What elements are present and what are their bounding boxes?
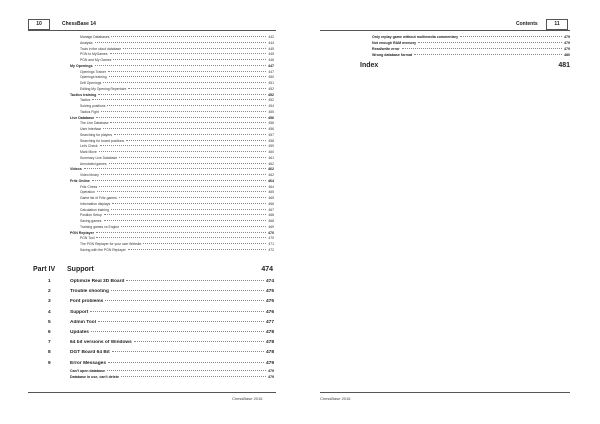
toc-dot-leader — [92, 99, 266, 100]
toc-subsection-entry[interactable] — [80, 139, 274, 144]
toc-entry-page: 462 — [268, 161, 274, 166]
toc-entry-page: 476 — [265, 309, 274, 315]
toc-entry-page: 462 — [268, 167, 274, 172]
toc-subsection-entry[interactable] — [80, 35, 274, 40]
toc-dot-leader — [119, 197, 267, 198]
toc-dot-leader — [128, 249, 267, 250]
toc-entry-page: 452 — [268, 86, 274, 91]
toc-dot-leader — [104, 220, 267, 221]
toc-entry-title: PGN and My Games — [80, 58, 112, 62]
part-title: Support — [67, 266, 94, 273]
toc-dot-leader — [113, 59, 266, 60]
toc-dot-leader — [418, 42, 562, 43]
toc-chapter-number: 8 — [48, 350, 51, 356]
toc-entry-page: 478 — [265, 330, 274, 335]
toc-entry-page: 452 — [268, 98, 274, 103]
toc-entry-page: 466 — [268, 201, 274, 206]
toc-dot-leader — [121, 376, 266, 377]
toc-dot-leader — [414, 54, 562, 55]
left-page-number: 10 — [28, 19, 50, 30]
toc-chapter-entry[interactable] — [48, 350, 274, 358]
toc-entry-page: 471 — [268, 242, 274, 246]
toc-entry-title: Video library — [80, 173, 99, 177]
toc-entry-page: 456 — [268, 115, 274, 120]
toc-entry-page: 464 — [268, 178, 274, 183]
toc-entry-page: 447 — [268, 69, 274, 74]
toc-entry-title: Fritz Online — [70, 178, 90, 183]
toc-section-entry[interactable] — [372, 41, 570, 47]
toc-section-entry[interactable] — [70, 375, 274, 381]
toc-entry-page: 479 — [564, 35, 570, 39]
toc-entry-page: 475 — [265, 299, 274, 305]
toc-subsection-entry[interactable] — [80, 127, 274, 132]
toc-subsection-entry[interactable] — [80, 162, 274, 167]
toc-dot-leader — [128, 88, 266, 89]
toc-entry-title: Solving positions — [80, 104, 106, 108]
toc-section-entry[interactable] — [70, 179, 274, 185]
left-toc — [0, 0, 300, 390]
toc-subsection-entry[interactable] — [80, 150, 274, 155]
part-page: 474 — [261, 266, 273, 273]
toc-entry-title: DGT Board 64 Bit — [70, 350, 110, 356]
toc-entry-title: Manage Databases — [80, 35, 110, 39]
toc-section-entry[interactable] — [70, 167, 274, 173]
toc-dot-leader — [109, 163, 267, 164]
toc-entry-title: Tactics — [80, 98, 91, 103]
toc-dot-leader — [95, 65, 266, 66]
toc-entry-page: 445 — [268, 46, 274, 51]
toc-entry-page: 450 — [268, 75, 274, 80]
toc-dot-leader — [112, 351, 264, 352]
toc-entry-page: 479 — [268, 375, 274, 380]
toc-chapter-number: 4 — [48, 309, 51, 315]
toc-entry-page: 460 — [268, 150, 274, 154]
toc-entry-title: PGN Tool — [80, 236, 95, 241]
toc-section-entry[interactable] — [70, 116, 274, 122]
toc-entry-title: The Live Database — [80, 121, 109, 126]
toc-entry-title: Live Database — [70, 115, 95, 120]
toc-entry-page: 464 — [268, 184, 274, 189]
toc-entry-title: Font problems — [70, 299, 104, 305]
part-label: Part IV — [33, 266, 56, 273]
toc-subsection-entry[interactable] — [80, 185, 274, 190]
right-page — [300, 0, 600, 424]
toc-chapter-entry[interactable] — [48, 279, 274, 287]
toc-chapter-number: 7 — [48, 340, 51, 346]
toc-dot-leader — [111, 36, 266, 37]
toc-dot-leader — [121, 226, 266, 227]
toc-entry-title: Read/write error — [372, 47, 400, 51]
toc-entry-title: Tools in the cloud database — [80, 46, 122, 51]
toc-dot-leader — [90, 311, 264, 312]
toc-entry-page: 456 — [268, 121, 274, 126]
toc-entry-title: Can't open database — [70, 368, 106, 373]
toc-entry-title: Support — [70, 309, 89, 315]
toc-dot-leader — [112, 203, 266, 204]
toc-entry-page: 461 — [268, 155, 274, 160]
toc-chapter-entry[interactable] — [48, 320, 274, 328]
toc-dot-leader — [101, 174, 267, 175]
toc-subsection-entry[interactable] — [80, 248, 274, 253]
toc-section-entry[interactable] — [372, 47, 570, 53]
toc-dot-leader — [107, 105, 266, 106]
toc-entry-title: Wrong database format — [372, 53, 413, 57]
left-footer-rule — [28, 392, 276, 393]
toc-dot-leader — [110, 122, 266, 123]
toc-dot-leader — [98, 94, 266, 95]
toc-section-entry[interactable] — [372, 35, 570, 41]
toc-entry-page: 462 — [268, 173, 274, 177]
toc-entry-page: 472 — [268, 247, 274, 252]
toc-dot-leader — [101, 111, 266, 112]
toc-entry-page: 459 — [268, 144, 274, 149]
toc-entry-title: Calculation training — [80, 207, 109, 212]
toc-chapter-entry[interactable] — [48, 361, 274, 369]
toc-subsection-entry[interactable] — [80, 202, 274, 207]
toc-entry-page: 479 — [265, 360, 274, 366]
toc-dot-leader — [95, 42, 267, 43]
right-footer-rule — [320, 392, 570, 393]
toc-entry-title: Tactics Fight — [80, 109, 99, 114]
toc-entry-page: 447 — [268, 63, 274, 68]
toc-entry-page: 445 — [268, 52, 274, 57]
toc-dot-leader — [96, 237, 266, 238]
toc-dot-leader — [460, 36, 562, 37]
toc-dot-leader — [108, 362, 264, 363]
toc-entry-title: Only replay game without multimedia commentary — [372, 35, 459, 39]
toc-entry-page: 475 — [265, 289, 274, 295]
toc-entry-page: 470 — [268, 230, 274, 235]
toc-dot-leader — [134, 341, 264, 342]
toc-entry-title: Saving with the PGN Replayer — [80, 247, 126, 252]
toc-subsection-entry[interactable] — [80, 173, 274, 178]
left-header-title: ChessBase 14 — [62, 21, 96, 27]
toc-entry-title: Database in use, can't delete — [70, 375, 119, 380]
toc-entry-title: Editing My Opening Repertoire — [80, 86, 127, 91]
toc-subsection-entry[interactable] — [80, 47, 274, 52]
toc-subsection-entry[interactable] — [80, 110, 274, 115]
index-title: Index — [360, 62, 379, 69]
toc-entry-page: 468 — [268, 213, 274, 218]
toc-entry-page: 474 — [265, 279, 274, 284]
right-page-number: 11 — [546, 19, 568, 30]
toc-entry-page: 469 — [268, 224, 274, 229]
toc-chapter-number: 1 — [48, 279, 51, 284]
toc-subsection-entry[interactable] — [80, 104, 274, 109]
toc-section-entry[interactable] — [70, 93, 274, 99]
toc-entry-page: 446 — [268, 58, 274, 62]
toc-entry-title: Tactics training — [70, 92, 97, 97]
toc-chapter-number: 3 — [48, 299, 51, 305]
left-footer: ChessBase 2016 — [232, 396, 263, 401]
toc-entry-title: Searching for board positions — [80, 138, 125, 143]
toc-dot-leader — [99, 151, 267, 152]
toc-entry-page: 452 — [268, 92, 274, 97]
toc-entry-page: 457 — [268, 132, 274, 137]
toc-entry-title: Position Setup — [80, 213, 102, 218]
toc-subsection-entry[interactable] — [80, 144, 274, 149]
toc-entry-title: Game list of Fritz games — [80, 196, 117, 200]
toc-entry-title: Summary Live Database — [80, 155, 118, 160]
toc-dot-leader — [96, 117, 266, 118]
toc-dot-leader — [123, 48, 266, 49]
toc-dot-leader — [103, 82, 266, 83]
toc-entry-title: The PGN Replayer for your own Website — [80, 242, 142, 246]
index-page: 481 — [558, 62, 570, 69]
toc-subsection-entry[interactable] — [80, 98, 274, 103]
toc-chapter-number: 9 — [48, 360, 51, 366]
toc-dot-leader — [126, 140, 266, 141]
toc-entry-page: 477 — [265, 319, 274, 325]
right-footer: ChessBase 2016 — [320, 396, 351, 401]
toc-entry-page: 467 — [268, 207, 274, 212]
toc-subsection-entry[interactable] — [80, 75, 274, 80]
toc-entry-title: PGN Replayer — [70, 230, 94, 235]
toc-entry-page: 458 — [268, 138, 274, 143]
toc-entry-page: 479 — [268, 368, 274, 373]
toc-chapter-entry[interactable] — [48, 340, 274, 348]
toc-entry-title: Optimize Real 3D Board — [70, 279, 125, 284]
toc-dot-leader — [92, 180, 266, 181]
toc-subsection-entry[interactable] — [80, 121, 274, 126]
toc-chapter-entry[interactable] — [48, 289, 274, 297]
toc-section-entry[interactable] — [70, 231, 274, 237]
toc-dot-leader — [98, 321, 264, 322]
toc-entry-page: 465 — [268, 196, 274, 200]
toc-entry-title: PGN to MyGames — [80, 52, 108, 57]
toc-entry-title: Videos — [70, 167, 82, 172]
toc-subsection-entry[interactable] — [80, 208, 274, 213]
toc-chapter-number: 6 — [48, 330, 51, 335]
toc-entry-page: 468 — [268, 219, 274, 223]
toc-dot-leader — [91, 331, 264, 332]
toc-entry-title: Let's Check — [80, 144, 98, 149]
toc-entry-title: Mark Move — [80, 150, 97, 154]
toc-entry-title: Not enough RAM memory — [372, 41, 417, 45]
toc-dot-leader — [97, 191, 266, 192]
toc-entry-title: Error Messages — [70, 360, 106, 366]
toc-dot-leader — [119, 157, 266, 158]
toc-entry-title: Annotated games — [80, 161, 107, 166]
toc-entry-title: Openings training — [80, 75, 107, 80]
toc-subsection-entry[interactable] — [80, 156, 274, 161]
toc-chapter-entry[interactable] — [48, 330, 274, 338]
toc-entry-title: Updates — [70, 330, 89, 335]
toc-chapter-entry[interactable] — [48, 299, 274, 307]
toc-dot-leader — [100, 145, 267, 146]
toc-entry-page: 455 — [268, 109, 274, 114]
toc-entry-title: Admin Tool — [70, 319, 97, 325]
toc-entry-title: Drill Openings — [80, 81, 102, 85]
toc-entry-title: Fritz Chess — [80, 184, 98, 189]
toc-subsection-entry[interactable] — [80, 219, 274, 224]
toc-section-entry[interactable] — [70, 369, 274, 375]
toc-subsection-entry[interactable] — [80, 236, 274, 241]
toc-entry-title: Operation — [80, 190, 95, 195]
toc-index-heading[interactable] — [360, 62, 570, 69]
toc-entry-title: Analysis — [80, 40, 93, 45]
toc-subsection-entry[interactable] — [80, 52, 274, 57]
toc-entry-title: Information displays — [80, 201, 111, 206]
toc-entry-page: 480 — [564, 53, 570, 57]
toc-chapter-number: 2 — [48, 289, 51, 295]
toc-section-entry[interactable] — [372, 53, 570, 59]
toc-subsection-entry[interactable] — [80, 81, 274, 86]
toc-dot-leader — [114, 134, 266, 135]
toc-dot-leader — [96, 232, 266, 233]
toc-entry-page: 444 — [268, 40, 274, 45]
toc-section-entry[interactable] — [70, 64, 274, 70]
toc-entry-page: 479 — [564, 47, 570, 51]
toc-chapter-number: 5 — [48, 319, 51, 325]
toc-entry-page: 442 — [268, 35, 274, 39]
toc-dot-leader — [110, 53, 267, 54]
toc-entry-title: Openings Trainer — [80, 69, 107, 74]
toc-entry-page: 454 — [268, 104, 274, 108]
toc-dot-leader — [108, 71, 266, 72]
toc-entry-title: Searching for players — [80, 132, 113, 137]
toc-subsection-entry[interactable] — [80, 41, 274, 46]
right-toc — [300, 0, 600, 390]
toc-subsection-entry[interactable] — [80, 196, 274, 201]
toc-dot-leader — [109, 76, 267, 77]
toc-dot-leader — [111, 290, 264, 291]
toc-dot-leader — [103, 128, 266, 129]
toc-subsection-entry[interactable] — [80, 242, 274, 247]
toc-dot-leader — [99, 186, 266, 187]
toc-entry-title: Trouble shooting — [70, 289, 109, 295]
toc-entry-title: User Interface — [80, 127, 102, 131]
toc-entry-title: Training games vs Engine — [80, 224, 120, 229]
toc-subsection-entry[interactable] — [80, 133, 274, 138]
toc-entry-page: 470 — [268, 236, 274, 241]
toc-subsection-entry[interactable] — [80, 225, 274, 230]
toc-subsection-entry[interactable] — [80, 190, 274, 195]
toc-entry-title: Saving games — [80, 219, 102, 223]
toc-entry-title: My Openings — [70, 63, 93, 68]
toc-dot-leader — [143, 243, 266, 244]
toc-dot-leader — [107, 370, 266, 371]
toc-entry-title: 64 bit versions of Windows — [70, 340, 132, 346]
toc-entry-page: 478 — [265, 350, 274, 356]
toc-subsection-entry[interactable] — [80, 70, 274, 75]
toc-chapter-entry[interactable] — [48, 310, 274, 318]
right-header-title: Contents — [516, 21, 538, 27]
toc-subsection-entry[interactable] — [80, 87, 274, 92]
toc-dot-leader — [111, 209, 266, 210]
toc-dot-leader — [105, 300, 264, 301]
toc-entry-page: 456 — [268, 127, 274, 131]
toc-entry-page: 479 — [564, 41, 570, 45]
toc-entry-page: 478 — [265, 340, 274, 346]
toc-dot-leader — [84, 168, 266, 169]
toc-subsection-entry[interactable] — [80, 213, 274, 218]
toc-dot-leader — [104, 214, 266, 215]
toc-dot-leader — [402, 48, 562, 49]
toc-entry-page: 465 — [268, 190, 274, 195]
toc-part-heading[interactable] — [33, 266, 273, 273]
toc-dot-leader — [126, 280, 264, 281]
toc-subsection-entry[interactable] — [80, 58, 274, 63]
toc-entry-page: 451 — [268, 81, 274, 85]
